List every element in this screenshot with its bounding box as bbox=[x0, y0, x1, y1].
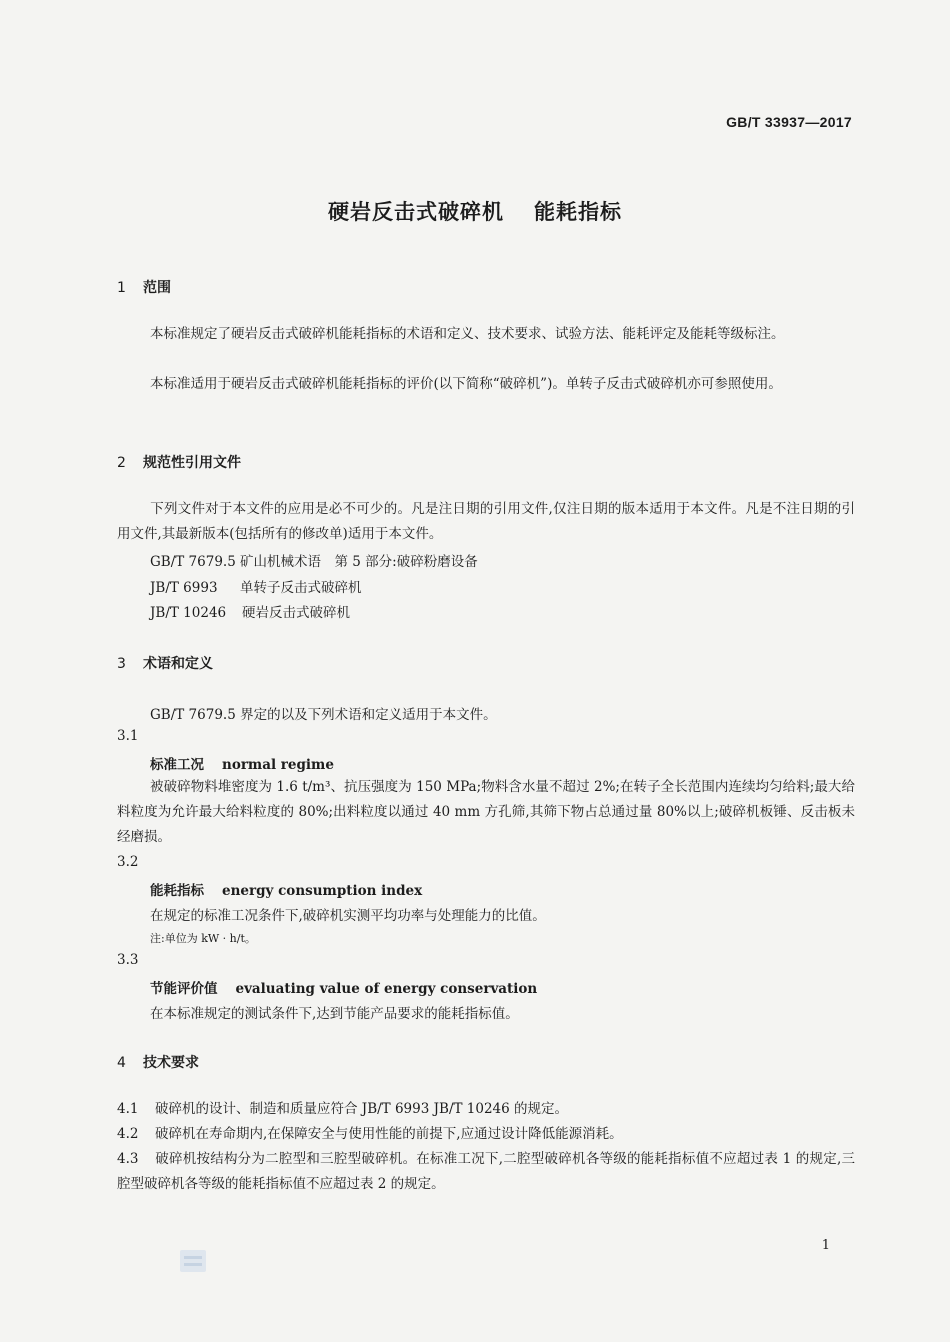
section-1-heading: 1 范围 bbox=[117, 280, 171, 296]
term-definition: 在本标准规定的测试条件下,达到节能产品要求的能耗指标值。 bbox=[150, 1006, 519, 1022]
reference-item: GB/T 7679.5 矿山机械术语 第 5 部分:破碎粉磨设备 bbox=[150, 554, 478, 570]
term-number: 3.3 bbox=[117, 952, 139, 968]
page-number: 1 bbox=[821, 1238, 830, 1253]
term-note: 注:单位为 kW · h/t。 bbox=[150, 932, 256, 945]
clause-item: 4.1 破碎机的设计、制造和质量应符合 JB/T 6993 JB/T 10246 的规定。 bbox=[117, 1101, 569, 1117]
section-3-intro: GB/T 7679.5 界定的以及下列术语和定义适用于本文件。 bbox=[150, 707, 497, 723]
term-number: 3.2 bbox=[117, 854, 139, 870]
section-1-paragraph-2: 本标准适用于硬岩反击式破碎机能耗指标的评价(以下简称“破碎机”)。单转子反击式破碎机亦可参照使用。 bbox=[150, 376, 782, 392]
document-title bbox=[0, 196, 950, 226]
clause-item: 4.2 破碎机在寿命期内,在保障安全与使用性能的前提下,应通过设计降低能源消耗。 bbox=[117, 1126, 623, 1142]
title-part-1: 硬岩反击式破碎机 bbox=[328, 200, 504, 224]
clause-item: 4.3 破碎机按结构分为二腔型和三腔型破碎机。在标准工况下,二腔型破碎机各等级的能耗指标值不应超过表 1 的规定,三腔型破碎机各等级的能耗指标值不应超过表 2 的规定。 bbox=[117, 1151, 855, 1192]
term-definition: 在规定的标准工况条件下,破碎机实测平均功率与处理能力的比值。 bbox=[150, 908, 546, 924]
title-part-2: 能耗指标 bbox=[534, 200, 622, 224]
section-3-heading: 3 术语和定义 bbox=[117, 656, 213, 672]
section-4-heading: 4 技术要求 bbox=[117, 1055, 199, 1071]
watermark-icon bbox=[180, 1250, 206, 1272]
section-1-paragraph-1: 本标准规定了硬岩反击式破碎机能耗指标的术语和定义、技术要求、试验方法、能耗评定及能耗等级标注。 bbox=[150, 326, 785, 342]
section-2-heading: 2 规范性引用文件 bbox=[117, 455, 241, 471]
term-definition: 被破碎物料堆密度为 1.6 t/m³、抗压强度为 150 MPa;物料含水量不超过 2%;在转子全长范围内连续均匀给料;最大给料粒度为允许最大给料粒度的 80%;出料粒度以通过 40 mm 方孔筛,其筛下物占总通过量 80%以上;破碎机板锤、反击板未经磨损。 bbox=[117, 779, 855, 845]
term-heading: 节能评价值 evaluating value of energy conservation bbox=[150, 981, 538, 997]
term-heading: 能耗指标 energy consumption index bbox=[150, 883, 423, 899]
reference-item: JB/T 6993 单转子反击式破碎机 bbox=[150, 580, 362, 596]
standard-code: GB/T 33937—2017 bbox=[726, 114, 852, 130]
term-heading: 标准工况 normal regime bbox=[150, 757, 334, 773]
term-number: 3.1 bbox=[117, 728, 139, 744]
section-2-paragraph: 下列文件对于本文件的应用是必不可少的。凡是注日期的引用文件,仅注日期的版本适用于本文件。凡是不注日期的引用文件,其最新版本(包括所有的修改单)适用于本文件。 bbox=[117, 501, 855, 542]
reference-item: JB/T 10246 硬岩反击式破碎机 bbox=[150, 605, 350, 621]
